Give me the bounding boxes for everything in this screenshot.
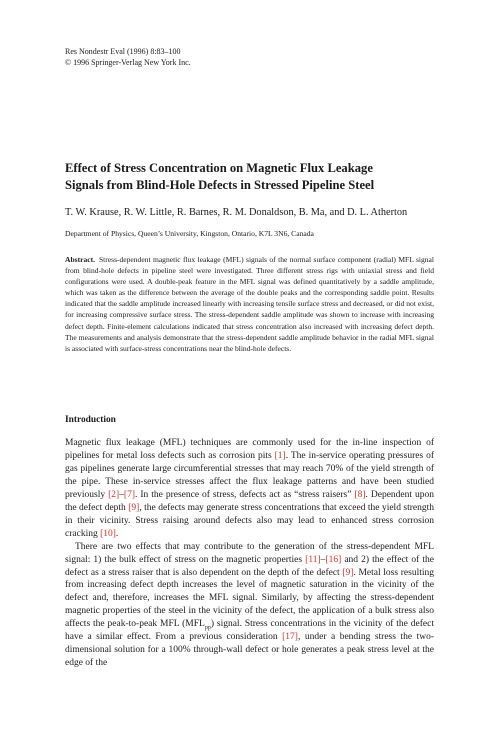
citation-link[interactable]: [1] (274, 450, 286, 461)
abstract (65, 254, 434, 354)
abstract-label: Abstract. (65, 255, 95, 264)
text-run: . Dependent upon the defect depth (65, 489, 435, 513)
citation-link[interactable]: [8] (354, 489, 366, 500)
text-run: and 2) the effect of the defect as a stress raiser that is also dependent on the depth of the defect (65, 554, 435, 578)
paragraph-1 (65, 437, 434, 541)
journal-citation: Res Nondestr Eval (1996) 8:83–100 (65, 47, 181, 56)
citation-link[interactable]: [7] (123, 489, 135, 500)
text-run: Magnetic flux leakage (MFL) techniques are commonly used for the in-line inspection of pipelines for metal loss defects such as corrosion pits (65, 438, 434, 461)
article-title-line-2: Signals from Blind-Hole Defects in Stressed Pipeline Steel (65, 178, 375, 192)
citation-link[interactable]: [9] (128, 502, 140, 513)
text-run: – (320, 554, 326, 565)
author-list: T. W. Krause, R. W. Little, R. Barnes, R. M. Donaldson, B. Ma, and D. L. Atherton (65, 207, 408, 218)
introduction-body (65, 437, 434, 670)
text-run: . The in-service operating pressures of gas pipelines generate large circumferential stresses that may reach 70% of the yield strength of the pipe. These in-service stresses affect the flux leakage patterns and have been studied previously (65, 450, 435, 500)
section-heading-introduction: Introduction (65, 415, 116, 425)
citation-link[interactable]: [9] (342, 567, 354, 578)
text-run: . In the presence of stress, defects act as “stress raisers” (135, 489, 355, 500)
text-run: . (115, 528, 119, 539)
citation-link[interactable]: [16] (325, 554, 342, 565)
text-run: – (119, 489, 124, 500)
paragraph-2 (65, 541, 434, 671)
text-run: ) signal. Stress concentrations in the vicinity of the defect have a similar effect. From a previous consideration (65, 619, 434, 643)
article-title-line-1: Effect of Stress Concentration on Magnetic Flux Leakage (65, 161, 373, 175)
citation-link[interactable]: [2] (108, 489, 120, 500)
citation-link[interactable]: [11] (305, 554, 321, 565)
citation-link[interactable]: [10] (100, 528, 116, 539)
citation-link[interactable]: [17] (282, 632, 298, 643)
text-run: . Metal loss resulting from increasing defect depth increases the level of magnetic saturation in the vicinity of the defect and, therefore, increases the MFL signal. Similarly, by affecting the stress-dependent magnetic properties of the steel in the vicinity of the defect, the application of a bulk stress also affects the peak-to-peak MFL (MFL (65, 567, 434, 630)
text-run: There are two effects that may contribute to the generation of the stress-dependent MFL signal: 1) the bulk effect of stress on the magnetic properties (65, 541, 434, 565)
article-title (65, 160, 434, 194)
subscript-pp: pp (204, 625, 211, 632)
author-affiliation: Department of Physics, Queen’s University, Kingston, Ontario, K7L 3N6, Canada (65, 229, 314, 238)
text-run: , under a bending stress the two-dimensional solution for a 100% through-wall defect or hole generates a peak stress level at the edge of the (65, 632, 434, 669)
journal-header (65, 46, 434, 68)
journal-copyright: © 1996 Springer-Verlag New York Inc. (65, 58, 191, 67)
abstract-text: Stress-dependent magnetic flux leakage (MFL) signals of the normal surface component (radial) MFL signal from blind-hole defects in pipeline steel were investigated. Three different stress rigs with uniaxial stress and field configurations were used. A double-peak feature in the MFL signal was defined quantitatively by a saddle amplitude, which was taken as the difference between the average of the double peaks and the corresponding saddle point. Results indicated that the saddle amplitude increased linearly with increasing tensile surface stress and decreased, or did not exist, for increasing compressive surface stress. The stress-dependent saddle amplitude was shown to increase with increasing defect depth. Finite-element calculations indicated that stress concentration also increased with increasing defect depth. The measurements and analysis demonstrate that the stress-dependent saddle amplitude behavior in the radial MFL signal is associated with surface-stress concentrations near the blind-hole defects. (65, 255, 434, 353)
text-run: , the defects may generate stress concentrations that exceed the yield strength in their vicinity. Stress raising around defects also may lead to enhanced stress corrosion cracking (65, 502, 434, 539)
